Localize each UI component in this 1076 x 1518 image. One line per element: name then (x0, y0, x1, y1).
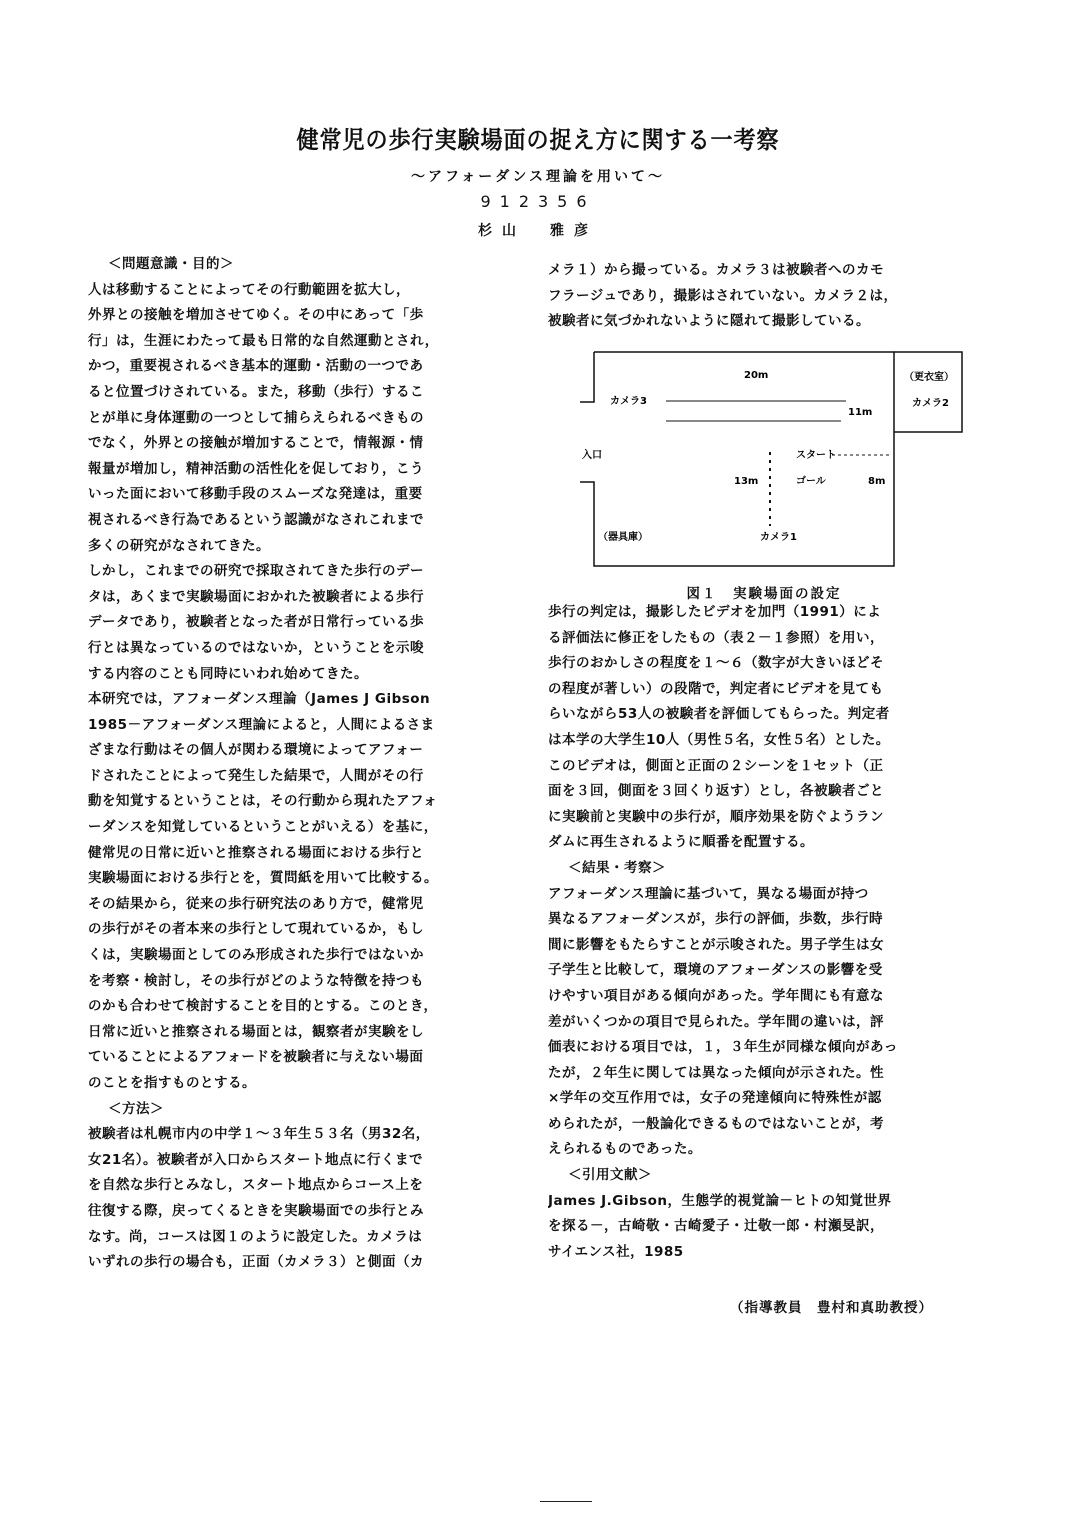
text-line: その結果から，従来の歩行研究法のあり方で，健常児 (88, 895, 424, 912)
text-line: このビデオは，側面と正面の２シーンを１セット（正 (548, 757, 884, 774)
fig-label-room-bottom: （器具庫） (598, 532, 648, 543)
page-footer-line (540, 1501, 592, 1502)
text-line: 歩行の判定は，撮影したビデオを加門（1991）によ (548, 604, 882, 620)
fig-label-room-top: （更衣室） (904, 372, 954, 383)
text-line: 日常に近いと推察される場面とは，観察者が実験をし (88, 1023, 424, 1040)
text-line: 面を３回，側面を３回くり返す）とし，各被験者ごと (548, 783, 884, 800)
section-heading: ＜方法＞ (108, 1100, 164, 1117)
text-line: しかし，これまでの研究で採取されてきた歩行のデー (88, 563, 424, 580)
author-name: 杉山 雅彦 (478, 223, 598, 239)
text-line: を自然な歩行とみなし，スタート地点からコース上を (88, 1177, 424, 1194)
text-line: 本研究では，アフォーダンス理論（James J Gibson (88, 691, 431, 708)
text-line: ていることによるアフォードを被験者に与えない場面 (88, 1049, 424, 1066)
text-line: James J.Gibson，生態学的視覚論－ヒトの知覚世界 (548, 1192, 892, 1209)
text-line: 報量が増加し，精神活動の活性化を促しており，こう (88, 460, 424, 477)
text-line: ーダンスを知覚しているということがいえる）を基に， (88, 819, 438, 836)
text-line: を探る－，古崎敬・古崎愛子・辻敬一郎・村瀬旻訳， (548, 1218, 884, 1235)
fig-label-start: スタート (796, 450, 836, 461)
text-line: 視されるべき行為であるという認識がなされこれまで (88, 511, 424, 528)
section-heading: ＜結果・考察＞ (568, 859, 666, 876)
text-line: 動を知覚するということは，その行動から現れたアフォ (88, 793, 438, 810)
advisor-signature: （指導教員 豊村和真助教授） (730, 1300, 933, 1316)
text-line: は本学の大学生10人（男性５名，女性５名）とした。 (548, 731, 890, 748)
student-id: 912356 (480, 192, 596, 211)
text-line: ドされたことによって発生した結果で，人間がその行 (88, 767, 424, 784)
text-line: 間に影響をもたらすことが示唆された。男子学生は女 (548, 936, 884, 953)
left-column (88, 252, 516, 1276)
text-line: 外界との接触を増加させてゆく。その中にあって「歩 (88, 307, 424, 324)
text-line: 人は移動することによってその行動範囲を拡大し， (88, 281, 410, 298)
text-line: の程度が著しい）の段階で，判定者にビデオを見ても (548, 680, 884, 697)
text-line: なす。尚，コースは図１のように設定した。カメラは (88, 1228, 423, 1245)
right-column-top (548, 258, 980, 335)
fig-label-camera2: カメラ2 (912, 398, 949, 409)
text-line: けやすい項目がある傾向があった。学年間にも有意な (548, 987, 884, 1004)
text-line: フラージュであり，撮影はされていない。カメラ２は， (548, 287, 898, 304)
text-line: でなく，外界との接触が増加することで，情報源・情 (88, 435, 424, 452)
fig-label-11m: 11m (848, 407, 873, 418)
text-line: 健常児の日常に近いと推察される場面における歩行と (88, 844, 424, 861)
text-line: かつ，重要視されるべき基本的運動・活動の一つであ (88, 358, 424, 375)
text-line: くは，実験場面としてのみ形成された歩行ではないか (88, 947, 424, 964)
text-line: 1985－アフォーダンス理論によると，人間によるさま (88, 716, 435, 733)
text-line: とが単に身体運動の一つとして捕らえられるべきもの (88, 409, 424, 426)
text-line: のことを指すものとする。 (88, 1075, 256, 1091)
text-line: 差がいくつかの項目で見られた。学年間の違いは，評 (548, 1013, 884, 1030)
text-line: サイエンス社，1985 (548, 1243, 684, 1260)
fig-label-goal: ゴール (796, 476, 826, 487)
right-column-bottom (548, 600, 980, 1265)
text-line: 多くの研究がなされてきた。 (88, 537, 270, 554)
paper-subtitle: ～アフォーダンス理論を用いて～ (410, 169, 666, 185)
text-line: 女21名）。被験者が入口からスタート地点に行くまで (88, 1151, 424, 1168)
text-line: 異なるアフォーダンスが，歩行の評価，歩数，歩行時 (548, 911, 884, 928)
text-line: データであり，被験者となった者が日常行っている歩 (88, 614, 424, 631)
text-line: ダムに再生されるように順番を配置する。 (548, 834, 814, 851)
figure-caption: 図１ 実験場面の設定 (686, 586, 842, 602)
text-line: アフォーダンス理論に基づいて，異なる場面が持つ (548, 885, 869, 902)
fig-label-camera3: カメラ3 (610, 396, 647, 407)
text-line: を考察・検討し，その歩行がどのような特徴を持つも (88, 972, 424, 989)
text-line: 行とは異なっているのではないか，ということを示唆 (88, 639, 424, 656)
fig-label-8m: 8m (868, 476, 886, 487)
paper-title: 健常児の歩行実験場面の捉え方に関する一考察 (296, 125, 780, 154)
fig-label-entrance: 入口 (582, 450, 602, 461)
text-line: 被験者は札幌市内の中学１～３年生５３名（男32名， (88, 1126, 430, 1143)
experiment-setup-figure (576, 344, 966, 574)
text-line: 歩行のおかしさの程度を１～６（数字が大きいほどそ (548, 655, 884, 672)
section-heading: ＜問題意識・目的＞ (108, 256, 234, 272)
text-line: いずれの歩行の場合も，正面（カメラ３）と側面（カ (88, 1254, 424, 1271)
text-line: る評価法に修正をしたもの（表２－１参照）を用い， (548, 629, 884, 646)
text-line: 被験者に気づかれないように隠れて撮影している。 (548, 313, 870, 330)
text-line: 実験場面における歩行とを，質問紙を用いて比較する。 (88, 870, 438, 887)
fig-label-camera1: カメラ1 (760, 532, 797, 543)
text-line: する内容のことも同時にいわれ始めてきた。 (88, 665, 368, 682)
text-line: に実験前と実験中の歩行が，順序効果を防ぐようラン (548, 808, 884, 825)
text-line: えられるものであった。 (548, 1141, 702, 1158)
text-line: 往復する際，戻ってくるときを実験場面での歩行とみ (88, 1202, 424, 1219)
text-line: 子学生と比較して，環境のアフォーダンスの影響を受 (548, 962, 883, 979)
fig-label-20m: 20m (744, 370, 769, 381)
text-line: ると位置づけされている。また，移動（歩行）するこ (88, 383, 424, 400)
text-line: ざまな行動はその個人が関わる環境によってアフォー (88, 742, 424, 759)
text-line: のかも合わせて検討することを目的とする。このとき， (88, 998, 438, 1015)
text-line: められたが，一般論化できるものではないことが，考 (548, 1115, 884, 1132)
text-line: の歩行がその者本来の歩行として現れているか，もし (88, 921, 424, 938)
text-line: ×学年の交互作用では，女子の発達傾向に特殊性が認 (548, 1090, 882, 1107)
text-line: メラ１）から撮っている。カメラ３は被験者へのカモ (548, 262, 884, 278)
text-line: 行」は，生涯にわたって最も日常的な自然運動とされ， (88, 332, 439, 349)
section-heading: ＜引用文献＞ (568, 1167, 652, 1184)
text-line: らいながら53人の被験者を評価してもらった。判定者 (548, 706, 890, 723)
text-line: たが，２年生に関しては異なった傾向が示された。性 (548, 1064, 884, 1081)
text-line: いった面において移動手段のスムーズな発達は，重要 (88, 486, 423, 503)
text-line: 価表における項目では，１，３年生が同様な傾向があっ (548, 1039, 898, 1056)
text-line: タは，あくまで実験場面におかれた被験者による歩行 (88, 588, 424, 605)
fig-label-13m: 13m (734, 476, 759, 487)
